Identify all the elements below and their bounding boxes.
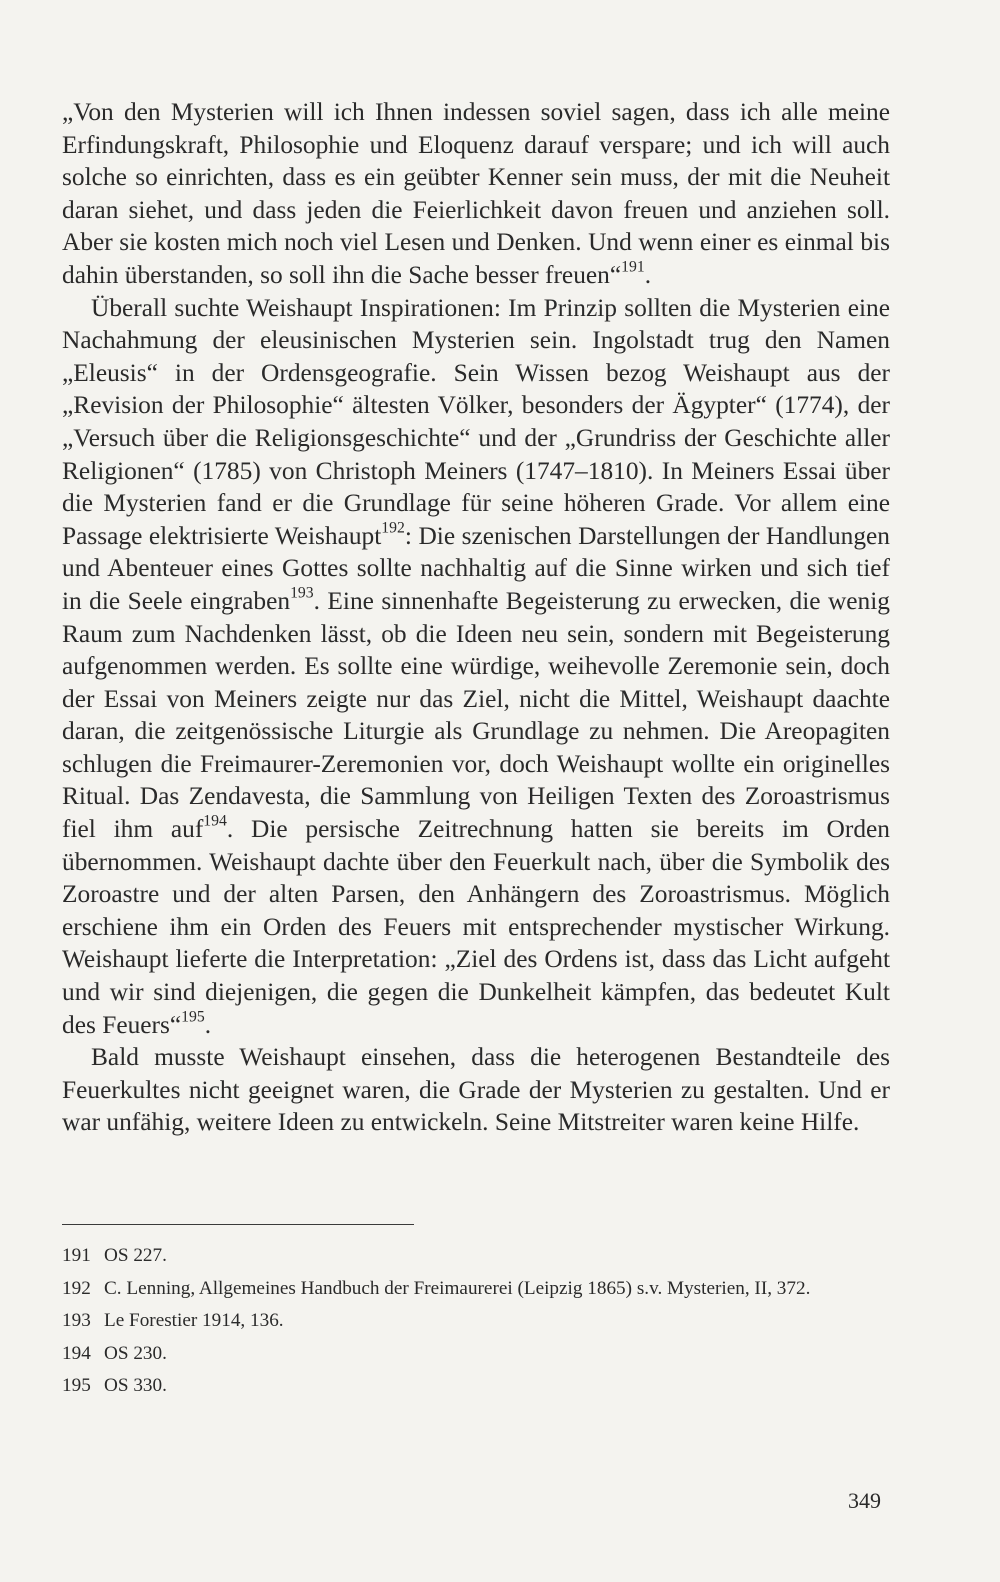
footnote-number: 191 [62, 1245, 91, 1266]
footnote-number: 195 [62, 1375, 91, 1396]
footnote-text: C. Lenning, Allgemeines Handbuch der Freimaurerei (Leipzig 1865) s.v. Mysterien, II, 372. [104, 1277, 811, 1299]
main-text [62, 96, 890, 1139]
text-run: . [644, 260, 652, 289]
text-run: . Die persische Zeitrechnung hatten sie bereits im Orden übernommen. Weishaupt dachte über den Feuerkult nach, über die Symbolik des Zoroastre und der alten Parsen, den Anhängern des Zoroastrismus. Möglich erschiene ihm ein Orden des Feuers mit entsprechender mystischer Wirkung. Weishaupt lieferte die Interpretation: „Ziel des Ordens ist, dass das Licht aufgeht und wir sind diejenigen, die gegen die Dunkelheit kämpfen, das bedeutet Kult des Feuers“ [62, 815, 890, 1039]
text-run: : Die szenischen Darstellungen der Handlungen und Abenteuer eines Gottes sollte nachhaltig auf die Sinne wirken und sich tief in die Seele eingraben [62, 521, 890, 615]
footnote-ref[interactable]: 191 [621, 258, 645, 276]
footnote-number: 193 [62, 1310, 91, 1331]
paragraph [62, 1041, 890, 1139]
footnotes [62, 1243, 894, 1406]
text-run: . [204, 1010, 212, 1039]
footnote-ref[interactable]: 192 [381, 519, 405, 537]
text-run: „Von den Mysterien will ich Ihnen indessen soviel sagen, dass ich alle meine Erfindungskraft, Philosophie und Eloquenz darauf verspare; und ich will auch solche so einrichten, dass es ein geübter Kenner sein muss, der mit die Neuheit daran siehet, und dass jeden die Feierlichkeit davon freuen und anziehen soll. Aber sie kosten mich noch viel Lesen und Denken. Und wenn einer es einmal bis dahin überstanden, so soll ihn die Sache besser freuen“ [62, 98, 890, 289]
footnote-text: OS 227. [104, 1245, 167, 1266]
footnote-text: OS 330. [104, 1375, 167, 1396]
footnote-ref[interactable]: 195 [181, 1008, 205, 1026]
page-number: 349 [848, 1488, 881, 1513]
footnote-ref[interactable]: 194 [203, 812, 227, 830]
paragraph [62, 96, 890, 292]
footnote [62, 1341, 894, 1366]
text-run: Überall suchte Weishaupt Inspirationen: Im Prinzip sollten die Mysterien eine Nachahmung der eleusinischen Mysterien sein. Ingolstadt trug den Namen „Eleusis“ in der Ordensgeografie. Sein Wissen bezog Weishaupt aus der „Revision der Philosophie“ ältesten Völker, besonders der Ägypter“ (1774), der „Versuch über die Religionsgeschichte“ und der „Grundriss der Geschichte aller Religionen“ (1785) von Christoph Meiners (1747–1810). In Meiners Essai über die Mysterien fand er die Grundlage für seine höheren Grade. Vor allem eine Passage elektrisierte Weishaupt [62, 293, 890, 550]
paragraph [62, 292, 890, 1042]
footnote-number: 194 [62, 1342, 91, 1364]
footnote-separator [62, 1224, 414, 1225]
footnote [62, 1308, 894, 1333]
footnote [62, 1276, 894, 1301]
footnote-text: Le Forestier 1914, 136. [104, 1310, 284, 1331]
footnote-ref[interactable]: 193 [290, 584, 314, 602]
text-run: . Eine sinnenhafte Begeisterung zu erwecken, die wenig Raum zum Nachdenken lässt, ob die Ideen neu sein, sondern mit Begeisterung aufgenommen werden. Es sollte eine würdige, weihevolle Zeremonie sein, doch der Essai von Meiners zeigte nur das Ziel, nicht die Mittel, Weishaupt daachte daran, die zeitgenössische Liturgie als Grundlage zu nehmen. Die Areopagiten schlugen die Freimaurer-Zeremonien vor, doch Weishaupt wollte ein originelles Ritual. Das Zendavesta, die Sammlung von Heiligen Texten des Zoroastrismus fiel ihm auf [62, 586, 890, 844]
footnote-text: OS 230. [104, 1342, 167, 1364]
text-run: Bald musste Weishaupt einsehen, dass die heterogenen Bestandteile des Feuerkultes nicht geeignet waren, die Grade der Mysterien zu gestalten. Und er war unfähig, weitere Ideen zu entwickeln. Seine Mitstreiter waren keine Hilfe. [62, 1043, 890, 1137]
footnote [62, 1243, 894, 1268]
footnote [62, 1373, 894, 1398]
footnote-number: 192 [62, 1277, 91, 1299]
